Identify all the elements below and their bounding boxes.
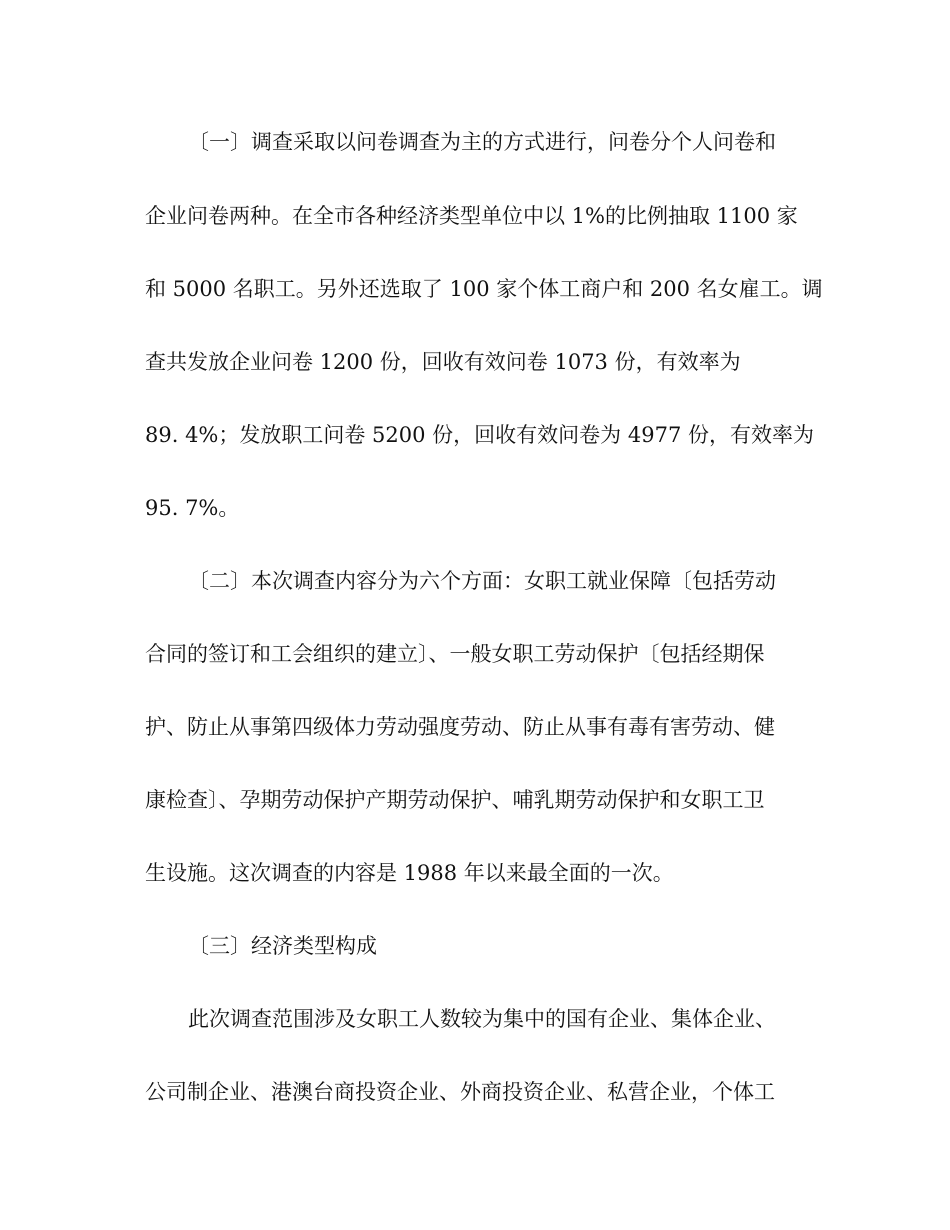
section-3-heading: 〔三〕经济类型构成: [188, 934, 377, 958]
paragraph-2-line-2: 合同的签订和工会组织的建立〕、一般女职工劳动保护〔包括经期保: [145, 642, 765, 666]
paragraph-1-line-5: 89. 4%；发放职工问卷 5200 份，回收有效问卷为 4977 份，有效率为: [145, 423, 814, 447]
paragraph-2-line-3: 护、防止从事第四级体力劳动强度劳动、防止从事有毒有害劳动、健: [145, 715, 775, 739]
paragraph-3-line-1: 此次调查范围涉及女职工人数较为集中的国有企业、集体企业、: [188, 1007, 776, 1031]
paragraph-2-line-1: 〔二〕本次调查内容分为六个方面：女职工就业保障〔包括劳动: [188, 569, 776, 593]
paragraph-1-line-4: 查共发放企业问卷 1200 份，回收有效问卷 1073 份，有效率为: [145, 350, 741, 374]
paragraph-2-line-5: 生设施。这次调查的内容是 1988 年以来最全面的一次。: [145, 861, 674, 885]
paragraph-2-line-4: 康检查〕、孕期劳动保护产期劳动保护、哺乳期劳动保护和女职工卫: [145, 788, 765, 812]
paragraph-1-line-6: 95. 7%。: [145, 496, 240, 520]
paragraph-1-line-3: 和 5000 名职工。另外还选取了 100 家个体工商户和 200 名女雇工。调: [145, 277, 823, 301]
paragraph-1-line-2: 企业问卷两种。在全市各种经济类型单位中以 1%的比例抽取 1100 家: [145, 204, 798, 228]
paragraph-1-line-1: 〔一〕调查采取以问卷调查为主的方式进行，问卷分个人问卷和: [188, 130, 776, 154]
paragraph-3-line-2: 公司制企业、港澳台商投资企业、外商投资企业、私营企业，个体工: [145, 1080, 775, 1104]
